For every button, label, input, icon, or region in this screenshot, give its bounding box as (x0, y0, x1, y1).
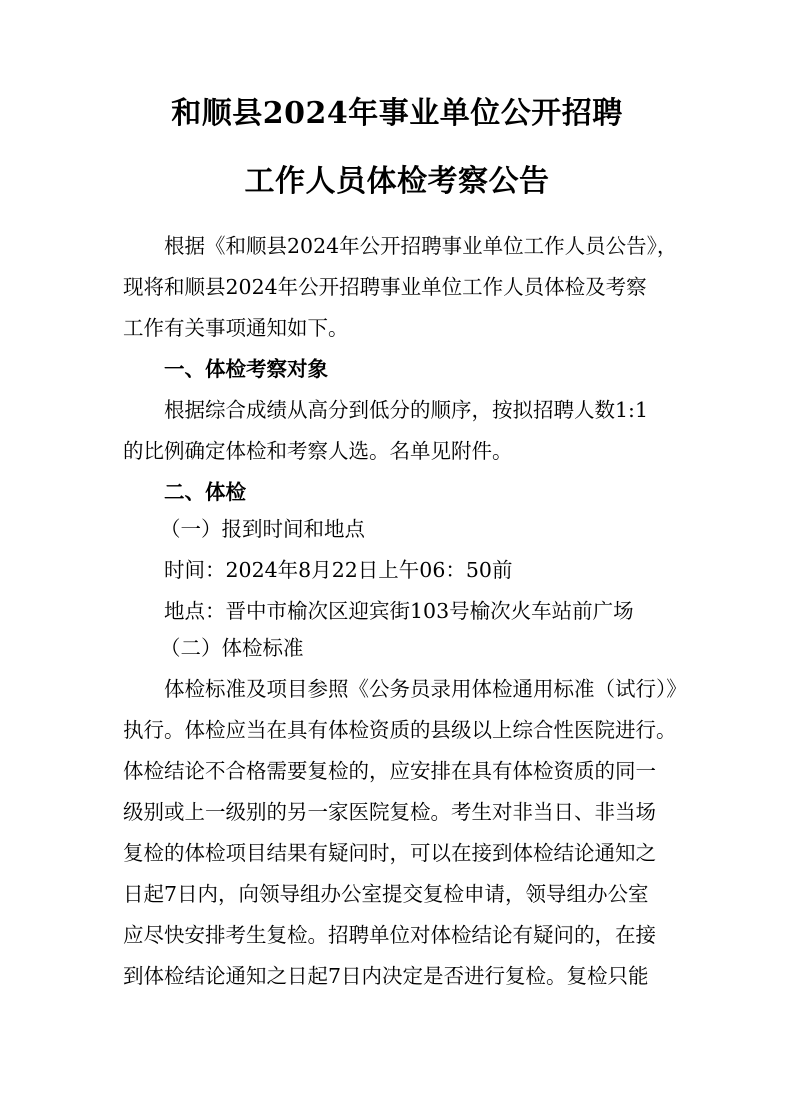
place-line: 地点：晋中市榆次区迎宾街103号榆次火车站前广场 (164, 599, 634, 623)
standard-line-4: 级别或上一级别的另一家医院复检。考生对非当日、非当场 (123, 800, 656, 824)
section-1-line-1: 根据综合成绩从高分到低分的顺序，按拟招聘人数1:1 (164, 398, 648, 422)
section-2-heading: 二、体检 (164, 480, 246, 504)
intro-line-2: 现将和顺县2024年公开招聘事业单位工作人员体检及考察 (123, 275, 647, 299)
subsection-2-heading: （二）体检标准 (160, 636, 304, 660)
subsection-1-heading: （一）报到时间和地点 (160, 517, 365, 541)
standard-line-3: 体检结论不合格需要复检的，应安排在具有体检资质的同一 (123, 759, 656, 783)
standard-line-8: 到体检结论通知之日起7日内决定是否进行复检。复检只能 (123, 964, 649, 988)
standard-line-5: 复检的体检项目结果有疑问时，可以在接到体检结论通知之 (123, 841, 656, 865)
standard-line-1: 体检标准及项目参照《公务员录用体检通用标准（试行）》 (164, 677, 687, 701)
standard-line-2: 执行。体检应当在具有体检资质的县级以上综合性医院进行。 (123, 718, 677, 742)
time-line: 时间：2024年8月22日上午06：50前 (164, 558, 513, 582)
section-1-heading: 一、体检考察对象 (164, 357, 328, 381)
intro-line-1: 根据《和顺县2024年公开招聘事业单位工作人员公告》， (164, 234, 678, 258)
standard-line-6: 日起7日内，向领导组办公室提交复检申请，领导组办公室 (123, 882, 649, 906)
section-1-line-2: 的比例确定体检和考察人选。名单见附件。 (123, 439, 513, 463)
document-title-line-2: 工作人员体检考察公告 (244, 164, 550, 199)
standard-line-7: 应尽快安排考生复检。招聘单位对体检结论有疑问的，在接 (123, 923, 656, 947)
intro-line-3: 工作有关事项通知如下。 (123, 316, 349, 340)
document-title-line-1: 和顺县2024年事业单位公开招聘 (171, 96, 623, 131)
